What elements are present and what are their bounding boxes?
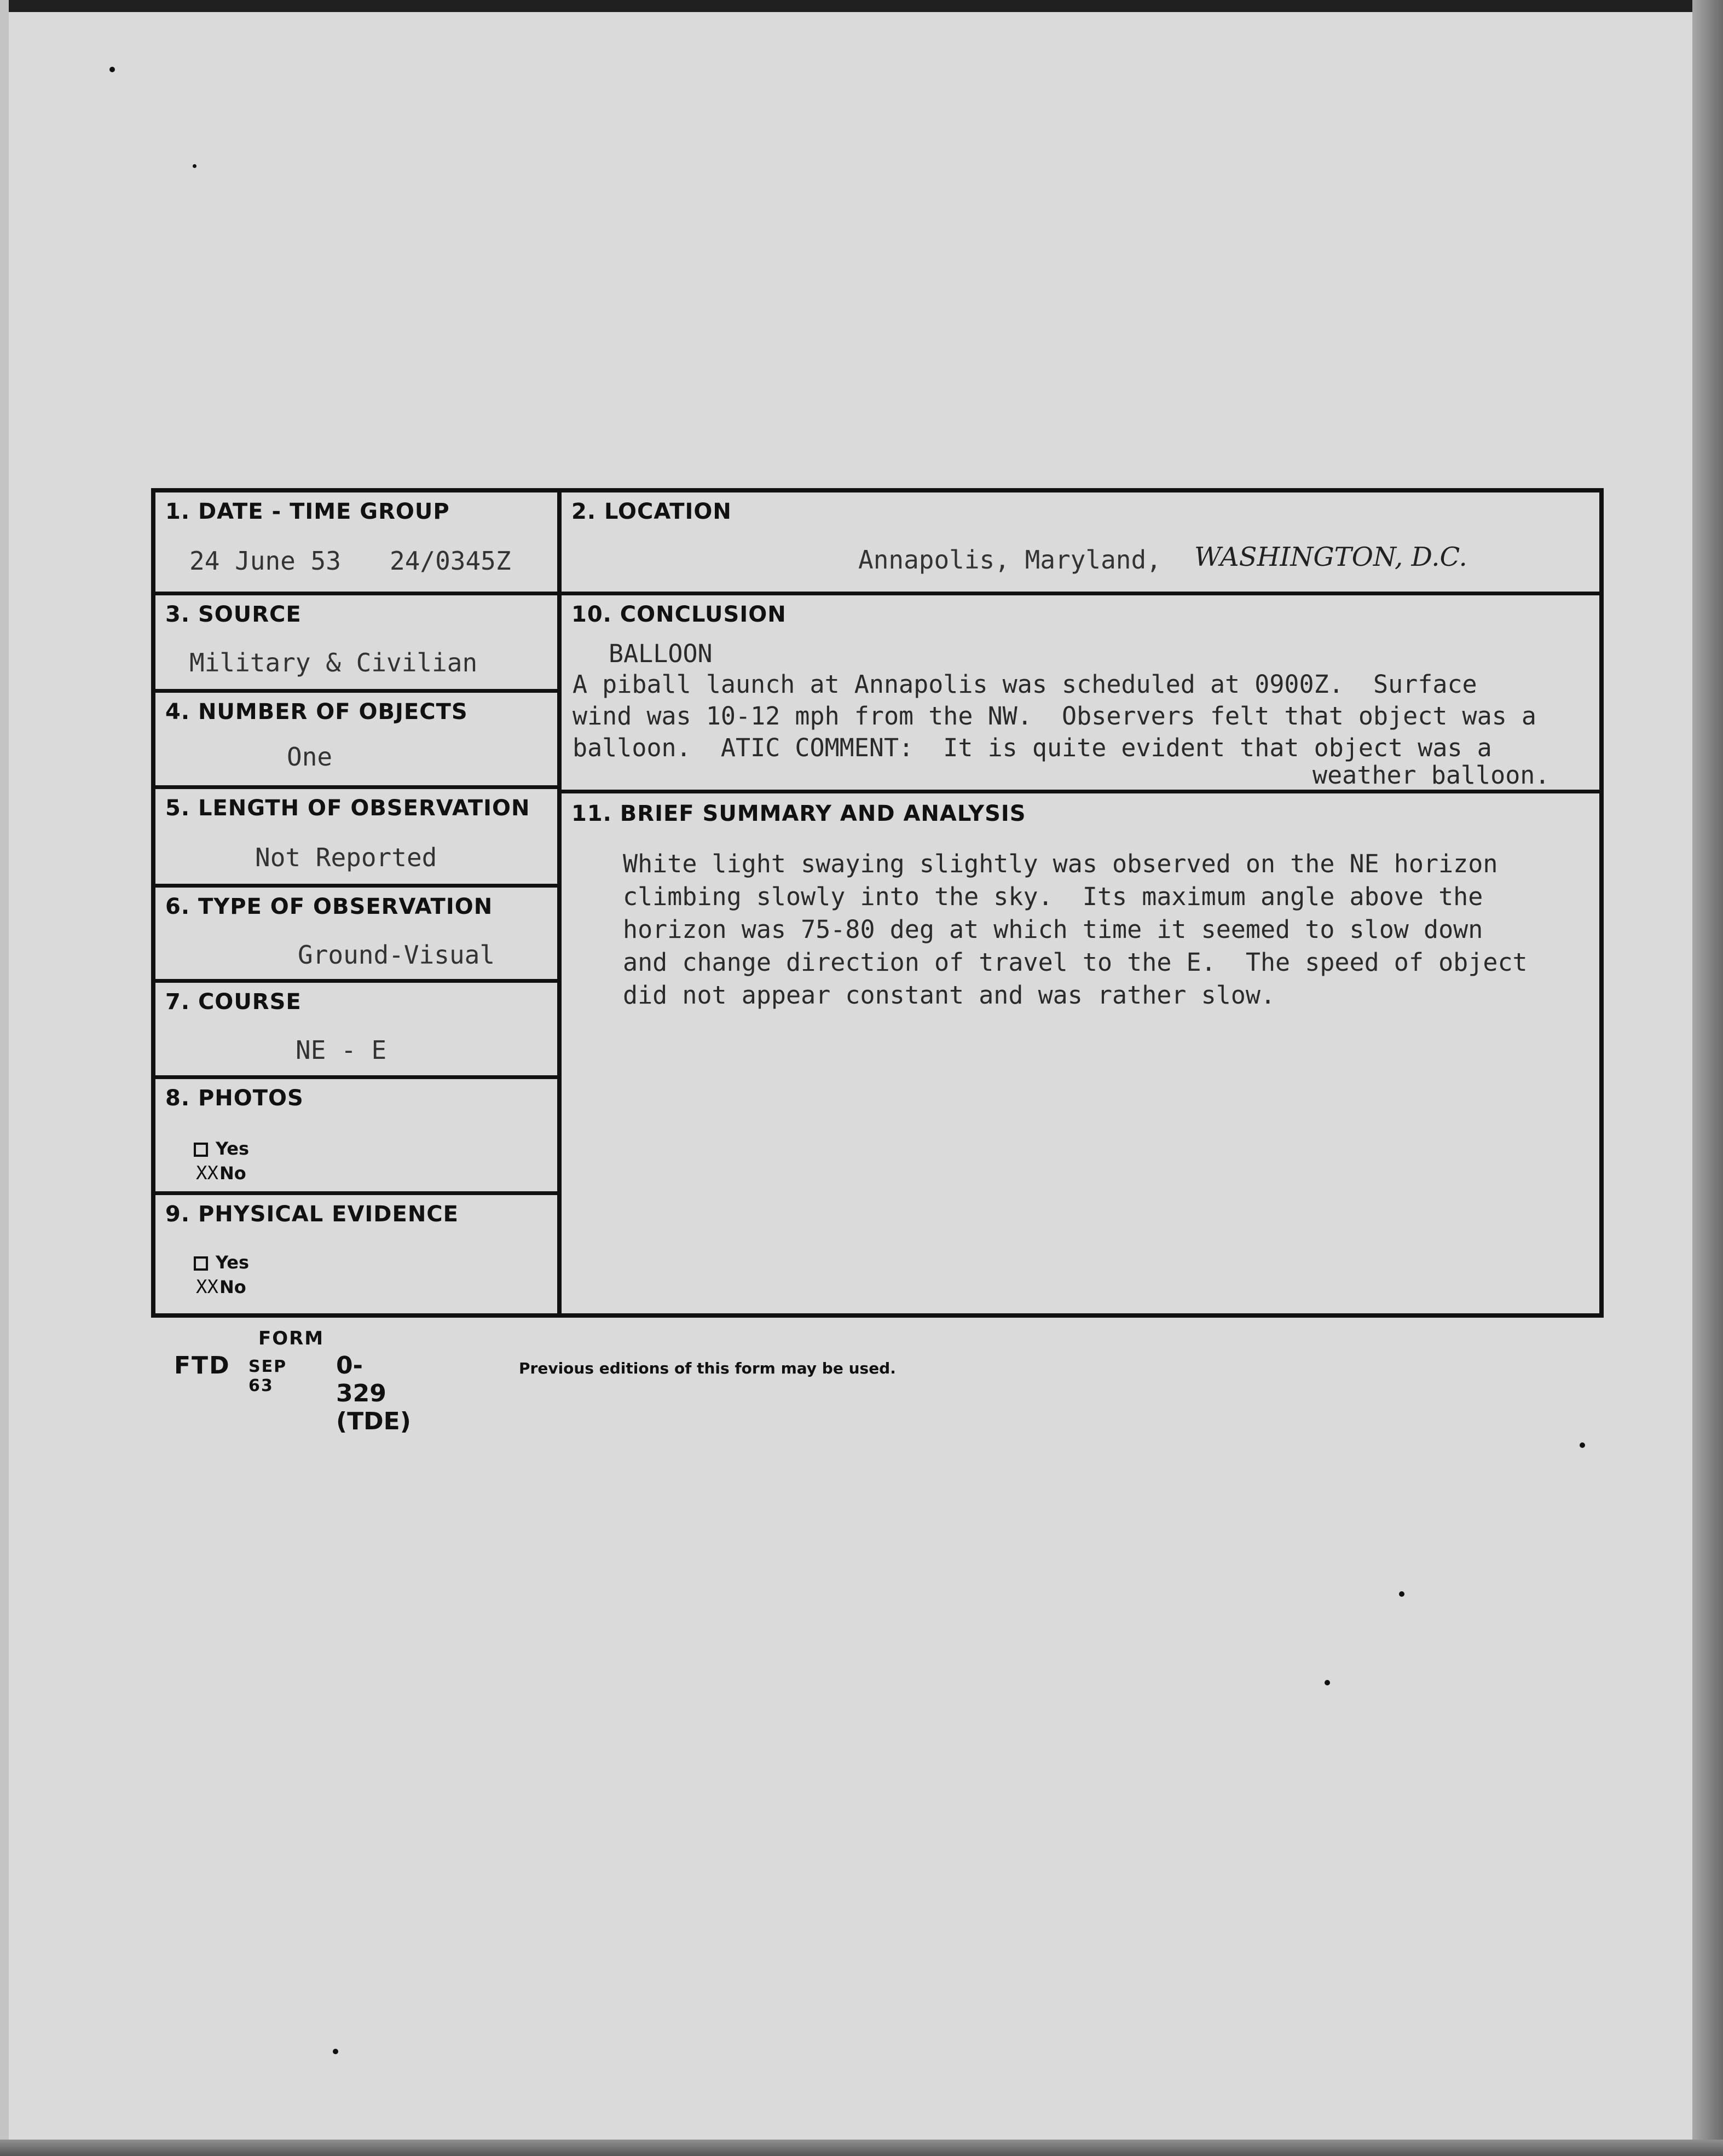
conclusion-line: weather balloon. <box>1313 761 1550 790</box>
footer-form-word: FORM <box>258 1328 325 1349</box>
location-cell <box>562 492 1599 595</box>
photos-label: 8. PHOTOS <box>165 1086 304 1111</box>
conclusion-cell <box>562 595 1599 793</box>
evidence-yes-label: Yes <box>216 1252 249 1273</box>
photos-no-label: No <box>219 1163 246 1184</box>
scan-speck <box>193 164 196 168</box>
location-handwritten-value: WASHINGTON, D.C. <box>1194 542 1467 572</box>
evidence-no-xx-mark: XX <box>196 1276 218 1298</box>
scan-border-top <box>0 0 1723 12</box>
type-of-observation-value: Ground-Visual <box>298 940 495 970</box>
photos-no-option <box>196 1162 246 1184</box>
length-of-observation-cell <box>155 789 557 888</box>
location-typed-value: Annapolis, Maryland, <box>858 545 1161 575</box>
type-of-observation-label: 6. TYPE OF OBSERVATION <box>165 894 493 919</box>
summary-line: and change direction of travel to the E. The speed of object <box>623 948 1528 977</box>
conclusion-line: balloon. ATIC COMMENT: It is quite evident that object was a <box>573 733 1492 762</box>
photos-cell <box>155 1079 557 1195</box>
scan-border-right <box>1692 0 1723 2156</box>
number-of-objects-value: One <box>287 742 333 772</box>
project-card-form <box>151 488 1604 1318</box>
summary-line: climbing slowly into the sky. Its maximum angle above the <box>623 882 1483 911</box>
physical-evidence-label: 9. PHYSICAL EVIDENCE <box>165 1202 459 1227</box>
length-of-observation-label: 5. LENGTH OF OBSERVATION <box>165 796 530 821</box>
conclusion-line: A piball launch at Annapolis was scheduled at 0900Z. Surface <box>573 670 1477 699</box>
left-column <box>155 492 562 1313</box>
type-of-observation-cell <box>155 888 557 983</box>
summary-cell <box>562 793 1599 1313</box>
summary-line: White light swaying slightly was observed on the NE horizon <box>623 849 1498 878</box>
course-label: 7. COURSE <box>165 989 302 1015</box>
evidence-no-label: No <box>219 1277 246 1297</box>
footer-ftd: FTD <box>174 1352 230 1380</box>
photos-yes-checkbox <box>194 1143 208 1157</box>
date-time-cell <box>155 492 557 595</box>
scan-border-left <box>0 0 9 2156</box>
time-value: 24/0345Z <box>390 546 511 576</box>
length-of-observation-value: Not Reported <box>255 843 437 872</box>
photos-yes-option <box>194 1138 249 1159</box>
course-value: NE - E <box>296 1035 387 1065</box>
source-cell <box>155 595 557 693</box>
evidence-yes-checkbox <box>194 1256 208 1271</box>
source-label: 3. SOURCE <box>165 602 302 627</box>
conclusion-label: 10. CONCLUSION <box>571 602 787 627</box>
scan-speck <box>1325 1680 1330 1685</box>
summary-line: did not appear constant and was rather slow. <box>623 981 1276 1010</box>
summary-label: 11. BRIEF SUMMARY AND ANALYSIS <box>571 801 1026 826</box>
location-label: 2. LOCATION <box>571 499 732 524</box>
evidence-no-option <box>196 1276 246 1298</box>
scan-speck <box>1580 1442 1585 1448</box>
physical-evidence-cell <box>155 1195 557 1313</box>
number-of-objects-label: 4. NUMBER OF OBJECTS <box>165 699 468 725</box>
footer-note: Previous editions of this form may be used. <box>519 1359 896 1377</box>
scan-speck <box>333 2049 338 2054</box>
scan-speck <box>109 67 115 72</box>
footer-form-number: 0-329 (TDE) <box>336 1352 411 1435</box>
scan-border-bottom <box>0 2140 1723 2156</box>
evidence-yes-option <box>194 1252 249 1273</box>
source-value: Military & Civilian <box>189 648 478 677</box>
summary-line: horizon was 75-80 deg at which time it seemed to slow down <box>623 915 1483 944</box>
scan-speck <box>1399 1591 1404 1597</box>
conclusion-line: wind was 10-12 mph from the NW. Observers felt that object was a <box>573 702 1536 731</box>
course-cell <box>155 983 557 1079</box>
conclusion-title: BALLOON <box>609 639 713 668</box>
photos-no-xx-mark: XX <box>196 1162 218 1184</box>
number-of-objects-cell <box>155 693 557 789</box>
photos-yes-label: Yes <box>216 1138 249 1159</box>
footer-date: SEP 63 <box>248 1357 287 1395</box>
date-time-label: 1. DATE - TIME GROUP <box>165 499 450 524</box>
date-value: 24 June 53 <box>189 546 341 576</box>
